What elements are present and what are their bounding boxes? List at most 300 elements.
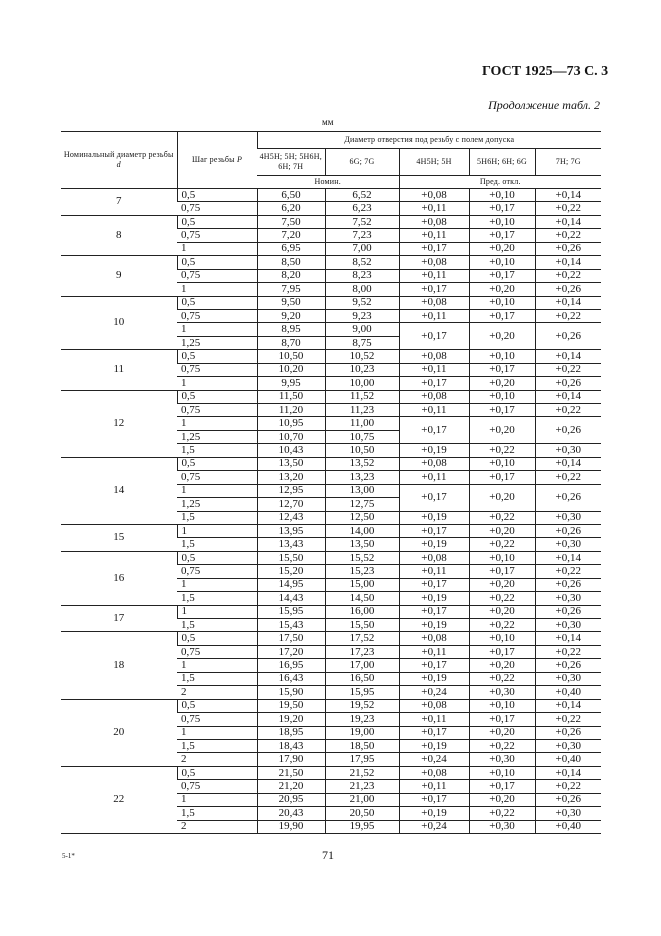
deviation-cell: +0,26 xyxy=(535,524,601,537)
deviation-cell: +0,08 xyxy=(399,632,469,645)
nominal-cell: 18,50 xyxy=(325,739,399,752)
nominal-cell: 12,75 xyxy=(325,498,399,511)
nominal-cell: 12,70 xyxy=(257,498,325,511)
nominal-cell: 19,52 xyxy=(325,699,399,712)
deviation-cell: +0,40 xyxy=(535,753,601,766)
deviation-cell: +0,08 xyxy=(399,296,469,309)
deviation-cell: +0,08 xyxy=(399,189,469,202)
nominal-cell: 11,50 xyxy=(257,390,325,403)
nominal-cell: 8,00 xyxy=(325,283,399,296)
table-row xyxy=(61,457,601,470)
deviation-cell: +0,11 xyxy=(399,565,469,578)
nominal-cell: 15,90 xyxy=(257,686,325,699)
nominal-cell: 10,43 xyxy=(257,444,325,457)
deviation-cell: +0,24 xyxy=(399,820,469,833)
pitch-cell: 0,5 xyxy=(177,189,257,202)
nominal-cell: 21,52 xyxy=(325,766,399,779)
nominal-cell: 16,50 xyxy=(325,672,399,685)
deviation-cell: +0,20 xyxy=(469,283,535,296)
nominal-cell: 17,50 xyxy=(257,632,325,645)
nominal-cell: 10,70 xyxy=(257,430,325,443)
nominal-cell: 7,50 xyxy=(257,215,325,228)
deviation-cell: +0,19 xyxy=(399,592,469,605)
deviation-cell: +0,20 xyxy=(469,726,535,739)
table-row xyxy=(61,189,601,202)
deviation-cell: +0,22 xyxy=(469,511,535,524)
deviation-cell: +0,19 xyxy=(399,444,469,457)
deviation-cell: +0,20 xyxy=(469,242,535,255)
deviation-cell: +0,11 xyxy=(399,309,469,322)
nominal-cell: 10,50 xyxy=(257,350,325,363)
deviation-cell: +0,22 xyxy=(469,444,535,457)
nominal-diameter-cell: 15 xyxy=(61,524,177,551)
deviation-cell: +0,26 xyxy=(535,605,601,618)
deviation-cell: +0,26 xyxy=(535,726,601,739)
deviation-cell: +0,08 xyxy=(399,256,469,269)
pitch-cell: 1,5 xyxy=(177,619,257,632)
deviation-cell: +0,22 xyxy=(535,645,601,658)
deviation-cell: +0,17 xyxy=(399,659,469,672)
deviation-cell: +0,17 xyxy=(399,242,469,255)
page-number: 71 xyxy=(322,848,334,862)
nominal-cell: 6,50 xyxy=(257,189,325,202)
nominal-cell: 20,95 xyxy=(257,793,325,806)
deviation-cell: +0,17 xyxy=(469,565,535,578)
pitch-cell: 0,5 xyxy=(177,296,257,309)
pitch-cell: 0,5 xyxy=(177,256,257,269)
deviation-cell: +0,20 xyxy=(469,605,535,618)
nominal-cell: 18,43 xyxy=(257,739,325,752)
deviation-cell: +0,30 xyxy=(535,619,601,632)
table-row xyxy=(61,551,601,564)
deviation-cell: +0,26 xyxy=(535,484,601,511)
pitch-cell: 0,75 xyxy=(177,471,257,484)
nominal-cell: 10,20 xyxy=(257,363,325,376)
pitch-cell: 0,5 xyxy=(177,699,257,712)
nominal-cell: 15,95 xyxy=(325,686,399,699)
deviation-cell: +0,10 xyxy=(469,699,535,712)
deviation-cell: +0,17 xyxy=(469,713,535,726)
nominal-cell: 14,00 xyxy=(325,524,399,537)
deviation-cell: +0,20 xyxy=(469,377,535,390)
nominal-cell: 7,00 xyxy=(325,242,399,255)
deviation-cell: +0,20 xyxy=(469,578,535,591)
nominal-cell: 10,00 xyxy=(325,377,399,390)
deviation-cell: +0,14 xyxy=(535,390,601,403)
deviation-cell: +0,08 xyxy=(399,551,469,564)
deviation-cell: +0,10 xyxy=(469,632,535,645)
deviation-cell: +0,20 xyxy=(469,659,535,672)
deviation-cell: +0,20 xyxy=(469,524,535,537)
nominal-cell: 9,50 xyxy=(257,296,325,309)
nominal-cell: 21,50 xyxy=(257,766,325,779)
deviation-cell: +0,10 xyxy=(469,766,535,779)
nominal-diameter-cell: 22 xyxy=(61,766,177,833)
deviation-cell: +0,08 xyxy=(399,215,469,228)
deviation-cell: +0,08 xyxy=(399,766,469,779)
nominal-cell: 15,52 xyxy=(325,551,399,564)
pitch-cell: 0,75 xyxy=(177,713,257,726)
pitch-cell: 2 xyxy=(177,820,257,833)
pitch-cell: 1,25 xyxy=(177,336,257,349)
deviation-cell: +0,19 xyxy=(399,538,469,551)
deviation-cell: +0,17 xyxy=(469,229,535,242)
nominal-cell: 17,90 xyxy=(257,753,325,766)
nominal-cell: 18,95 xyxy=(257,726,325,739)
deviation-cell: +0,17 xyxy=(399,524,469,537)
pitch-cell: 0,5 xyxy=(177,390,257,403)
nominal-cell: 6,52 xyxy=(325,189,399,202)
nominal-cell: 9,23 xyxy=(325,309,399,322)
pitch-cell: 1,5 xyxy=(177,511,257,524)
deviation-cell: +0,14 xyxy=(535,215,601,228)
deviation-cell: +0,14 xyxy=(535,457,601,470)
pitch-cell: 2 xyxy=(177,686,257,699)
pitch-cell: 1,5 xyxy=(177,672,257,685)
table-row xyxy=(61,390,601,403)
pitch-cell: 0,5 xyxy=(177,215,257,228)
pitch-cell: 1 xyxy=(177,484,257,497)
table-continuation-label: Продолжение табл. 2 xyxy=(488,98,600,112)
deviation-cell: +0,17 xyxy=(399,726,469,739)
deviation-cell: +0,11 xyxy=(399,202,469,215)
nominal-cell: 12,95 xyxy=(257,484,325,497)
nominal-cell: 17,52 xyxy=(325,632,399,645)
pitch-cell: 0,75 xyxy=(177,404,257,417)
deviation-cell: +0,17 xyxy=(469,404,535,417)
deviation-cell: +0,17 xyxy=(399,377,469,390)
deviation-cell: +0,10 xyxy=(469,215,535,228)
deviation-cell: +0,17 xyxy=(399,793,469,806)
nominal-cell: 8,50 xyxy=(257,256,325,269)
deviation-cell: +0,24 xyxy=(399,686,469,699)
deviation-cell: +0,17 xyxy=(469,309,535,322)
nominal-cell: 11,23 xyxy=(325,404,399,417)
deviation-cell: +0,08 xyxy=(399,390,469,403)
table-header xyxy=(61,132,601,189)
deviation-cell: +0,17 xyxy=(469,780,535,793)
pitch-cell: 1,5 xyxy=(177,739,257,752)
deviation-cell: +0,19 xyxy=(399,807,469,820)
nominal-cell: 7,20 xyxy=(257,229,325,242)
nominal-cell: 13,43 xyxy=(257,538,325,551)
nominal-cell: 8,20 xyxy=(257,269,325,282)
nominal-diameter-cell: 9 xyxy=(61,256,177,296)
nominal-cell: 15,95 xyxy=(257,605,325,618)
pitch-cell: 1,25 xyxy=(177,498,257,511)
deviation-cell: +0,11 xyxy=(399,404,469,417)
deviation-cell: +0,26 xyxy=(535,793,601,806)
deviation-cell: +0,17 xyxy=(469,471,535,484)
deviation-cell: +0,17 xyxy=(399,578,469,591)
deviation-cell: +0,22 xyxy=(469,538,535,551)
nominal-cell: 17,23 xyxy=(325,645,399,658)
deviation-cell: +0,10 xyxy=(469,296,535,309)
header-hole-diameter-group: Диаметр отверстия под резьбу с полем допуска xyxy=(257,132,601,149)
pitch-cell: 1,5 xyxy=(177,444,257,457)
pitch-cell: 1 xyxy=(177,283,257,296)
deviation-cell: +0,17 xyxy=(399,484,469,511)
deviation-cell: +0,26 xyxy=(535,283,601,296)
deviation-cell: +0,30 xyxy=(535,444,601,457)
nominal-cell: 15,50 xyxy=(257,551,325,564)
deviation-cell: +0,30 xyxy=(535,538,601,551)
nominal-diameter-cell: 10 xyxy=(61,296,177,350)
deviation-cell: +0,30 xyxy=(535,592,601,605)
nominal-cell: 13,52 xyxy=(325,457,399,470)
nominal-cell: 15,50 xyxy=(325,619,399,632)
table-row xyxy=(61,605,601,618)
pitch-cell: 1 xyxy=(177,726,257,739)
deviation-cell: +0,22 xyxy=(469,739,535,752)
nominal-cell: 6,95 xyxy=(257,242,325,255)
nominal-cell: 13,20 xyxy=(257,471,325,484)
nominal-cell: 7,23 xyxy=(325,229,399,242)
deviation-cell: +0,30 xyxy=(469,820,535,833)
nominal-cell: 11,00 xyxy=(325,417,399,430)
nominal-cell: 19,00 xyxy=(325,726,399,739)
page-title: ГОСТ 1925—73 С. 3 xyxy=(482,64,609,79)
table-row xyxy=(61,699,601,712)
pitch-cell: 1 xyxy=(177,659,257,672)
deviation-cell: +0,30 xyxy=(535,672,601,685)
pitch-cell: 0,5 xyxy=(177,457,257,470)
nominal-cell: 15,23 xyxy=(325,565,399,578)
nominal-diameter-cell: 7 xyxy=(61,189,177,216)
deviation-cell: +0,14 xyxy=(535,632,601,645)
nominal-cell: 19,20 xyxy=(257,713,325,726)
deviation-cell: +0,11 xyxy=(399,645,469,658)
footer-mark: 5-1* xyxy=(62,852,75,860)
header-tolerance-7h-7g: 7H; 7G xyxy=(535,149,601,176)
pitch-cell: 0,75 xyxy=(177,229,257,242)
nominal-cell: 12,50 xyxy=(325,511,399,524)
deviation-cell: +0,20 xyxy=(469,793,535,806)
nominal-diameter-cell: 12 xyxy=(61,390,177,457)
deviation-cell: +0,30 xyxy=(469,753,535,766)
deviation-cell: +0,11 xyxy=(399,471,469,484)
nominal-cell: 8,23 xyxy=(325,269,399,282)
pitch-cell: 0,75 xyxy=(177,565,257,578)
table-row xyxy=(61,632,601,645)
pitch-cell: 1,5 xyxy=(177,592,257,605)
pitch-cell: 1,25 xyxy=(177,430,257,443)
deviation-cell: +0,19 xyxy=(399,511,469,524)
deviation-cell: +0,22 xyxy=(535,202,601,215)
deviation-cell: +0,17 xyxy=(399,605,469,618)
table-row xyxy=(61,296,601,309)
nominal-cell: 16,43 xyxy=(257,672,325,685)
nominal-cell: 15,00 xyxy=(325,578,399,591)
header-nominal-diameter: Номинальный диаметр резьбы d xyxy=(61,132,177,189)
nominal-cell: 13,50 xyxy=(325,538,399,551)
deviation-cell: +0,22 xyxy=(469,807,535,820)
pitch-cell: 1 xyxy=(177,417,257,430)
deviation-cell: +0,10 xyxy=(469,551,535,564)
nominal-cell: 12,43 xyxy=(257,511,325,524)
pitch-cell: 1,5 xyxy=(177,538,257,551)
nominal-cell: 20,50 xyxy=(325,807,399,820)
header-deviation: Пред. откл. xyxy=(399,176,601,189)
deviation-cell: +0,14 xyxy=(535,256,601,269)
nominal-cell: 17,95 xyxy=(325,753,399,766)
deviation-cell: +0,17 xyxy=(399,323,469,350)
nominal-cell: 14,43 xyxy=(257,592,325,605)
deviation-cell: +0,10 xyxy=(469,390,535,403)
nominal-cell: 21,20 xyxy=(257,780,325,793)
deviation-cell: +0,11 xyxy=(399,780,469,793)
deviation-cell: +0,40 xyxy=(535,820,601,833)
deviation-cell: +0,19 xyxy=(399,739,469,752)
deviation-cell: +0,11 xyxy=(399,363,469,376)
deviation-cell: +0,26 xyxy=(535,242,601,255)
deviation-cell: +0,22 xyxy=(535,309,601,322)
nominal-cell: 20,43 xyxy=(257,807,325,820)
deviation-cell: +0,22 xyxy=(535,269,601,282)
deviation-cell: +0,14 xyxy=(535,189,601,202)
thread-diameter-table xyxy=(61,131,601,834)
table-row xyxy=(61,350,601,363)
pitch-cell: 1,5 xyxy=(177,807,257,820)
deviation-cell: +0,17 xyxy=(469,202,535,215)
deviation-cell: +0,08 xyxy=(399,350,469,363)
pitch-cell: 0,75 xyxy=(177,645,257,658)
nominal-cell: 8,75 xyxy=(325,336,399,349)
table-body xyxy=(61,189,601,834)
header-tolerance-4h5h-5h-5h6h-6h-7h: 4H5H; 5H; 5H6H, 6H; 7H xyxy=(257,149,325,176)
pitch-cell: 1 xyxy=(177,793,257,806)
nominal-cell: 8,52 xyxy=(325,256,399,269)
nominal-cell: 7,52 xyxy=(325,215,399,228)
deviation-cell: +0,14 xyxy=(535,766,601,779)
deviation-cell: +0,22 xyxy=(535,363,601,376)
deviation-cell: +0,08 xyxy=(399,699,469,712)
deviation-cell: +0,22 xyxy=(469,672,535,685)
deviation-cell: +0,10 xyxy=(469,189,535,202)
pitch-cell: 0,75 xyxy=(177,202,257,215)
header-tolerance-6g-7g: 6G; 7G xyxy=(325,149,399,176)
nominal-cell: 14,95 xyxy=(257,578,325,591)
deviation-cell: +0,10 xyxy=(469,256,535,269)
pitch-cell: 0,5 xyxy=(177,350,257,363)
deviation-cell: +0,26 xyxy=(535,377,601,390)
deviation-cell: +0,14 xyxy=(535,699,601,712)
deviation-cell: +0,22 xyxy=(535,780,601,793)
deviation-cell: +0,20 xyxy=(469,484,535,511)
nominal-cell: 13,50 xyxy=(257,457,325,470)
deviation-cell: +0,20 xyxy=(469,323,535,350)
unit-label: мм xyxy=(322,117,334,127)
deviation-cell: +0,22 xyxy=(535,229,601,242)
table-row xyxy=(61,215,601,228)
nominal-cell: 19,90 xyxy=(257,820,325,833)
nominal-diameter-cell: 18 xyxy=(61,632,177,699)
deviation-cell: +0,17 xyxy=(469,269,535,282)
deviation-cell: +0,26 xyxy=(535,417,601,444)
nominal-diameter-cell: 20 xyxy=(61,699,177,766)
deviation-cell: +0,11 xyxy=(399,229,469,242)
nominal-cell: 10,95 xyxy=(257,417,325,430)
nominal-cell: 6,20 xyxy=(257,202,325,215)
pitch-cell: 1 xyxy=(177,323,257,336)
deviation-cell: +0,10 xyxy=(469,457,535,470)
deviation-cell: +0,30 xyxy=(469,686,535,699)
deviation-cell: +0,24 xyxy=(399,753,469,766)
nominal-cell: 6,23 xyxy=(325,202,399,215)
nominal-cell: 13,95 xyxy=(257,524,325,537)
nominal-cell: 21,23 xyxy=(325,780,399,793)
pitch-cell: 1 xyxy=(177,524,257,537)
nominal-cell: 13,23 xyxy=(325,471,399,484)
nominal-cell: 9,20 xyxy=(257,309,325,322)
pitch-cell: 0,5 xyxy=(177,551,257,564)
pitch-cell: 0,75 xyxy=(177,363,257,376)
pitch-cell: 0,5 xyxy=(177,632,257,645)
deviation-cell: +0,26 xyxy=(535,659,601,672)
nominal-cell: 15,43 xyxy=(257,619,325,632)
pitch-cell: 1 xyxy=(177,605,257,618)
table-row xyxy=(61,766,601,779)
nominal-cell: 19,23 xyxy=(325,713,399,726)
nominal-cell: 21,00 xyxy=(325,793,399,806)
nominal-cell: 8,95 xyxy=(257,323,325,336)
header-nominal: Номин. xyxy=(257,176,399,189)
nominal-cell: 17,00 xyxy=(325,659,399,672)
deviation-cell: +0,22 xyxy=(535,565,601,578)
deviation-cell: +0,14 xyxy=(535,296,601,309)
deviation-cell: +0,26 xyxy=(535,323,601,350)
nominal-cell: 13,00 xyxy=(325,484,399,497)
pitch-cell: 0,75 xyxy=(177,309,257,322)
deviation-cell: +0,30 xyxy=(535,739,601,752)
deviation-cell: +0,11 xyxy=(399,269,469,282)
deviation-cell: +0,08 xyxy=(399,457,469,470)
nominal-cell: 10,75 xyxy=(325,430,399,443)
nominal-cell: 19,95 xyxy=(325,820,399,833)
nominal-diameter-cell: 11 xyxy=(61,350,177,390)
nominal-cell: 9,00 xyxy=(325,323,399,336)
deviation-cell: +0,14 xyxy=(535,350,601,363)
nominal-diameter-cell: 8 xyxy=(61,215,177,255)
nominal-cell: 16,00 xyxy=(325,605,399,618)
nominal-cell: 15,20 xyxy=(257,565,325,578)
header-tolerance-5h6h-6h-6g: 5H6H; 6H; 6G xyxy=(469,149,535,176)
deviation-cell: +0,14 xyxy=(535,551,601,564)
table-row xyxy=(61,256,601,269)
pitch-cell: 1 xyxy=(177,578,257,591)
deviation-cell: +0,17 xyxy=(399,283,469,296)
nominal-cell: 9,52 xyxy=(325,296,399,309)
pitch-cell: 0,5 xyxy=(177,766,257,779)
deviation-cell: +0,22 xyxy=(535,471,601,484)
deviation-cell: +0,10 xyxy=(469,350,535,363)
nominal-cell: 17,20 xyxy=(257,645,325,658)
deviation-cell: +0,17 xyxy=(469,645,535,658)
nominal-cell: 11,52 xyxy=(325,390,399,403)
pitch-cell: 0,75 xyxy=(177,780,257,793)
nominal-cell: 10,50 xyxy=(325,444,399,457)
deviation-cell: +0,20 xyxy=(469,417,535,444)
deviation-cell: +0,40 xyxy=(535,686,601,699)
deviation-cell: +0,19 xyxy=(399,672,469,685)
pitch-cell: 1 xyxy=(177,377,257,390)
table-row xyxy=(61,524,601,537)
nominal-cell: 7,95 xyxy=(257,283,325,296)
pitch-cell: 1 xyxy=(177,242,257,255)
nominal-cell: 14,50 xyxy=(325,592,399,605)
nominal-cell: 11,20 xyxy=(257,404,325,417)
pitch-cell: 0,75 xyxy=(177,269,257,282)
